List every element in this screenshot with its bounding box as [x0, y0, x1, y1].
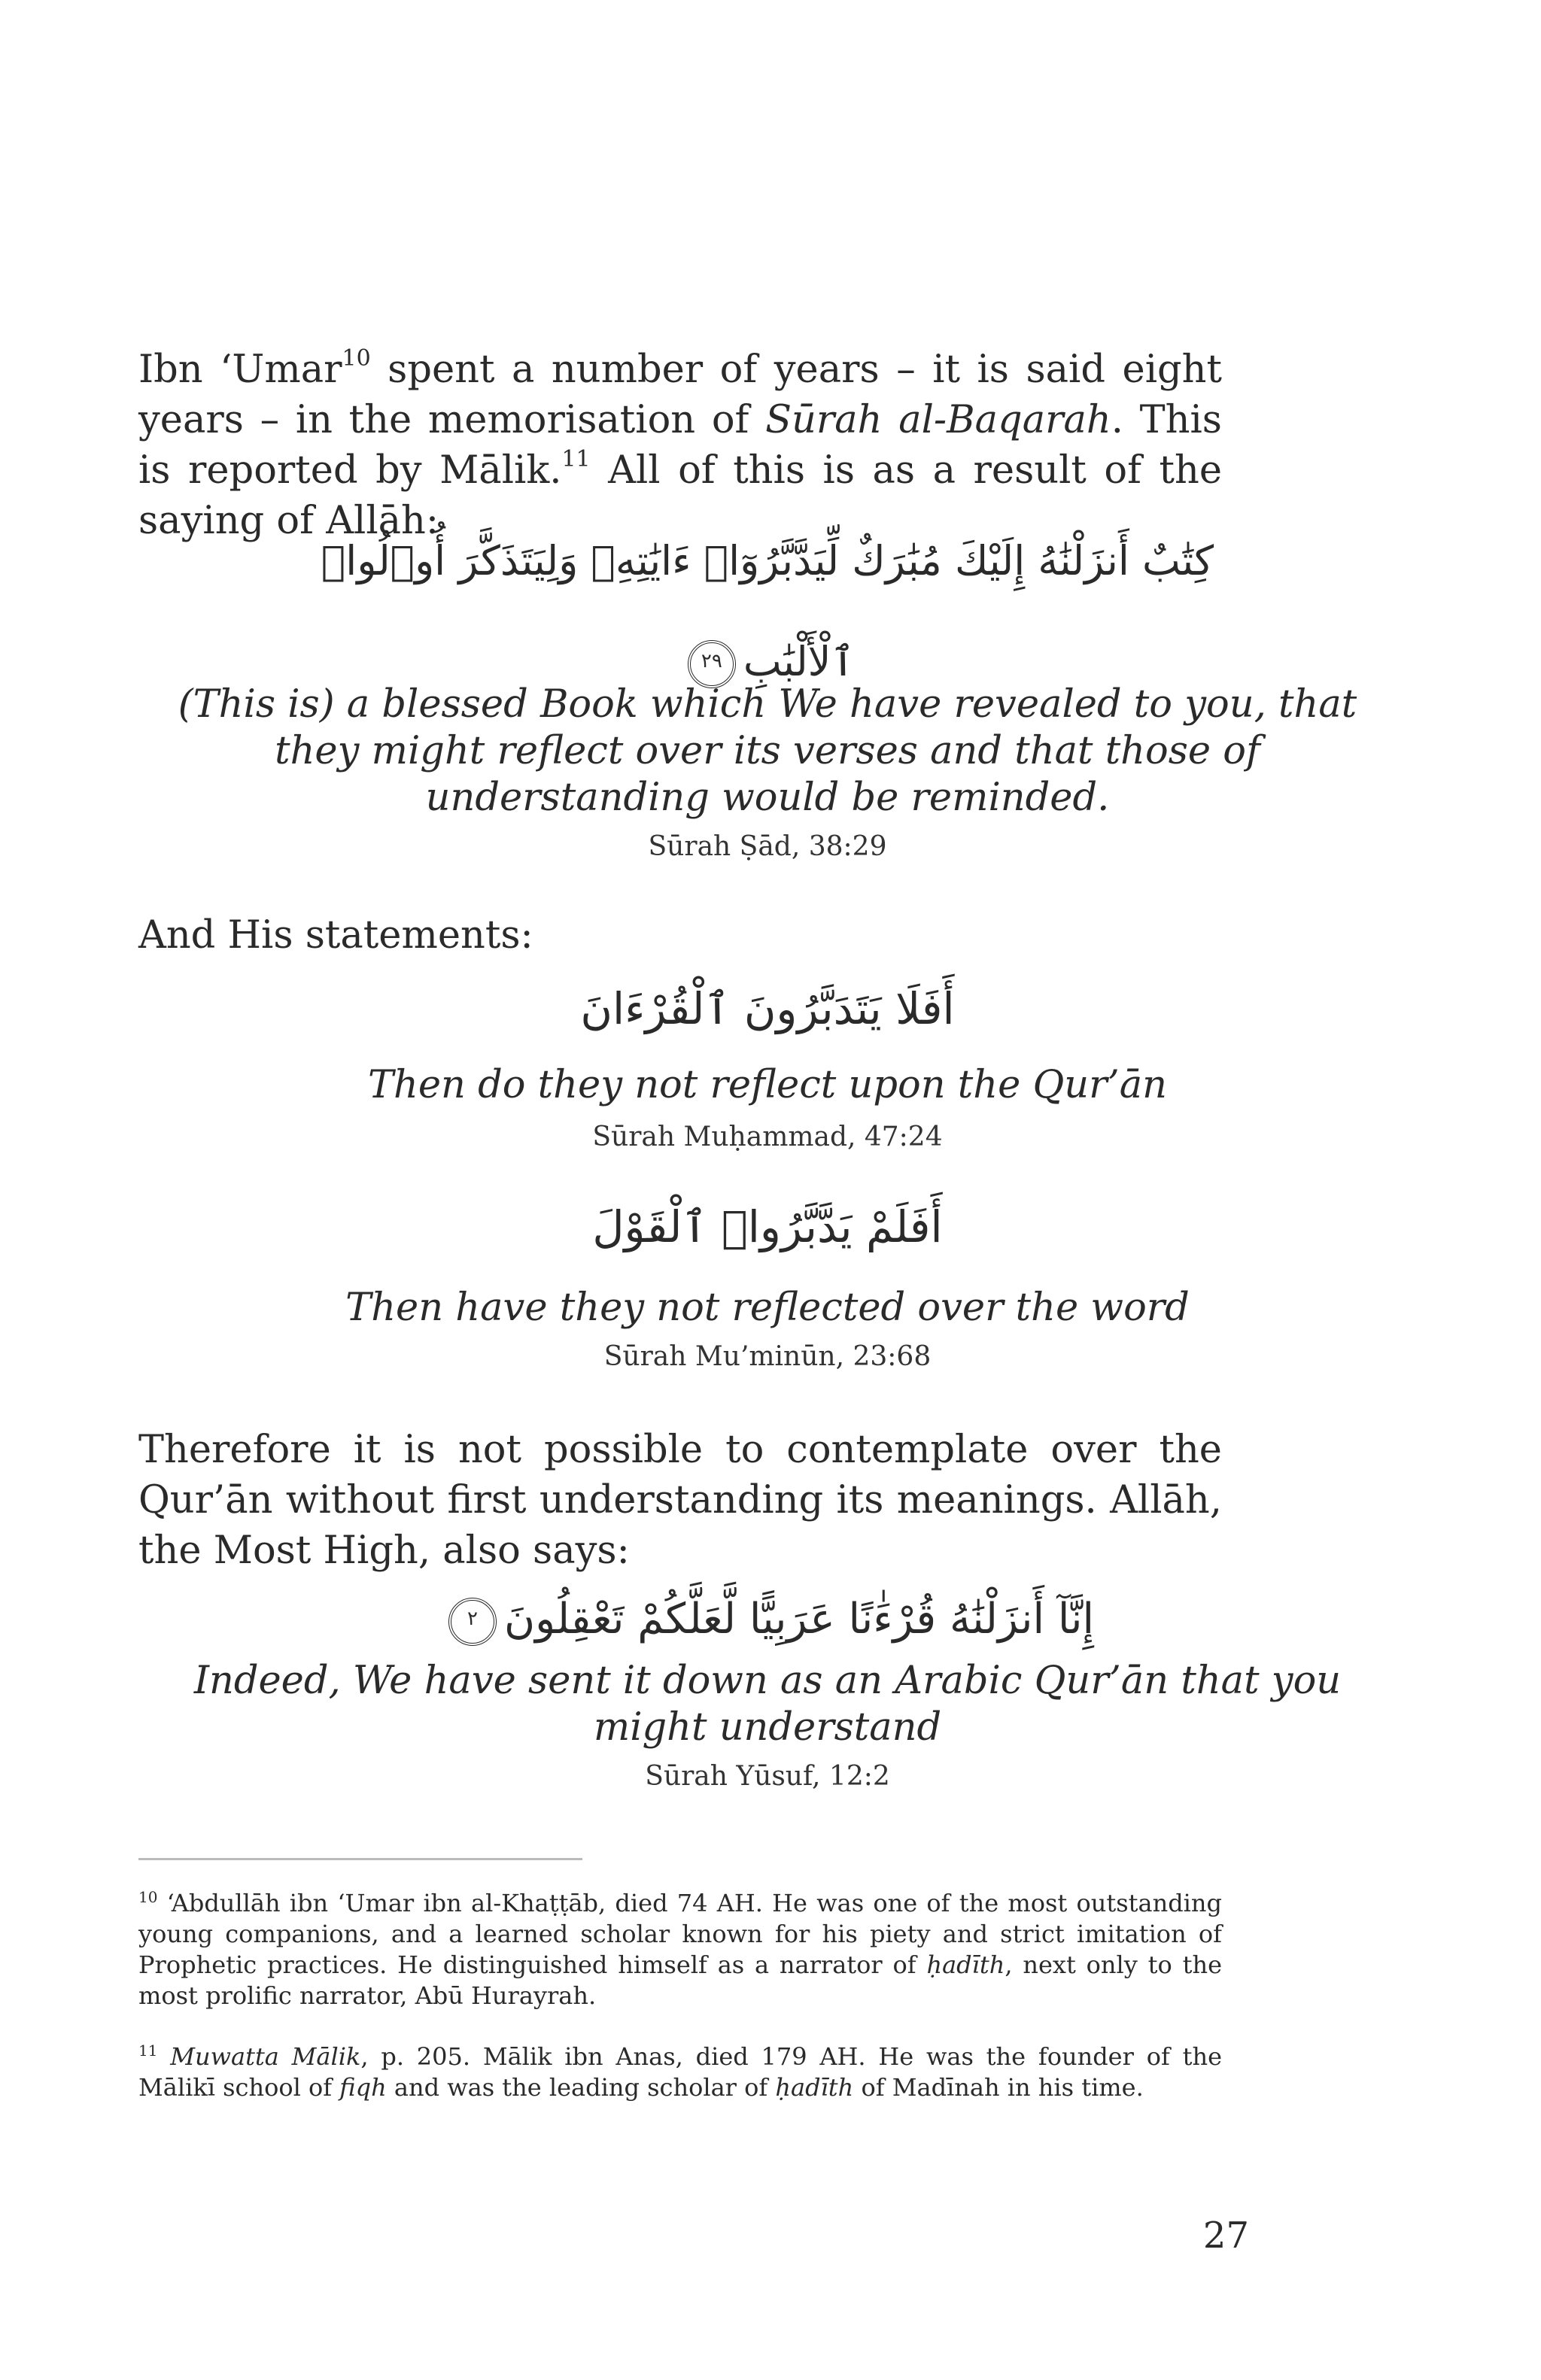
footnote-ref-10: 10 — [342, 345, 371, 372]
footnote-separator — [138, 1858, 582, 1860]
footnote-ref-11: 11 — [561, 446, 591, 472]
verse-source-23-68: Sūrah Mu’minūn, 23:68 — [603, 1341, 932, 1372]
footnote-text: and was the leading scholar of — [386, 2073, 776, 2102]
therefore-paragraph: Therefore it is not possible to contemplate over the Qur’ān without first understanding its meanings. Allāh, the Most High, also says: — [138, 1428, 1222, 1573]
footnote-text: , next only to the most prolific narrator, Abū Hurayrah. — [138, 1950, 1223, 2010]
verse-arabic-38-29-line1: كِتَٰبٌ أَنزَلْنَٰهُ إِلَيْكَ مُبَٰرَكٌ لِّيَدَّبَّرُوٓا۟ ءَايَٰتِهِۦ وَلِيَتَذَكَّرَ أُو۟لُوا۟ — [321, 537, 1214, 584]
intro-paragraph — [138, 345, 1222, 546]
footnote-italic: Muwatta Mālik — [157, 2042, 361, 2071]
footnote-text: , p. 205. Mālik ibn Anas, died 179 AH. He was the founder of the Mālikī school of — [138, 2042, 1223, 2102]
verse-translation-47-24: Then do they not reflect upon the Qur’ān — [368, 1063, 1167, 1107]
verse-source-38-29: Sūrah Ṣād, 38:29 — [648, 831, 887, 862]
verse-source-47-24: Sūrah Muḥammad, 47:24 — [592, 1122, 943, 1152]
footnote-text: ‘Abdullāh ibn ‘Umar ibn al-Khaṭṭāb, died 74 AH. He was one of the most outstanding young companions, and a learned scholar known for his piety and strict imitation of Prophetic practices. He distinguished himself as a narrator of — [138, 1889, 1222, 1979]
footnote-italic: ḥadīth — [775, 2073, 854, 2102]
footnote-text: of Madīnah in his time. — [853, 2073, 1144, 2102]
footnote-10 — [138, 1888, 1222, 2011]
footnote-italic: ḥadīth — [926, 1950, 1005, 1979]
footnote-marker: 11 — [138, 2042, 158, 2060]
intro-text: spent a number of years – it is said eight years – in the memorisation of — [138, 348, 1222, 442]
statements-label: And His statements: — [138, 913, 533, 958]
surah-name: Sūrah al-Baqarah — [765, 398, 1111, 442]
verse-number-marker: ٢٩ — [688, 640, 736, 688]
verse-number-marker: ٢ — [448, 1598, 497, 1646]
footnote-11 — [138, 2042, 1222, 2103]
footnote-italic: fiqh — [339, 2073, 387, 2102]
page-number: 27 — [1202, 2215, 1249, 2257]
verse-arabic-12-2 — [226, 1586, 1309, 1653]
intro-text: All of this is as a result of the saying of Allāh: — [138, 448, 1223, 543]
footnote-marker: 10 — [138, 1888, 158, 1906]
verse-arabic-47-24: أَفَلَا يَتَدَبَّرُونَ ٱلْقُرْءَانَ — [580, 983, 955, 1034]
verse-translation-23-68: Then have they not reflected over the word — [345, 1286, 1190, 1330]
verse-arabic-23-68: أَفَلَمْ يَدَّبَّرُوا۟ ٱلْقَوْلَ — [592, 1201, 943, 1252]
intro-text: Ibn ‘Umar — [138, 348, 342, 392]
verse-translation-12-2: Indeed, We have sent it down as an Arabic Qur’ān that you might understand — [193, 1659, 1342, 1750]
verse-arabic-text: إِنَّآ أَنزَلْنَٰهُ قُرْءَٰنًا عَرَبِيًّا لَّعَلَّكُمْ تَعْقِلُونَ — [503, 1595, 1095, 1644]
verse-arabic-word: ٱلْأَلْبَٰبِ — [743, 638, 856, 685]
verse-source-12-2: Sūrah Yūsuf, 12:2 — [645, 1761, 890, 1792]
intro-text: . This is reported by Mālik. — [138, 398, 1222, 493]
verse-translation-38-29: (This is) a blessed Book which We have revealed to you, that they might reflect over its verses and that those of understanding would be reminded. — [178, 682, 1357, 820]
